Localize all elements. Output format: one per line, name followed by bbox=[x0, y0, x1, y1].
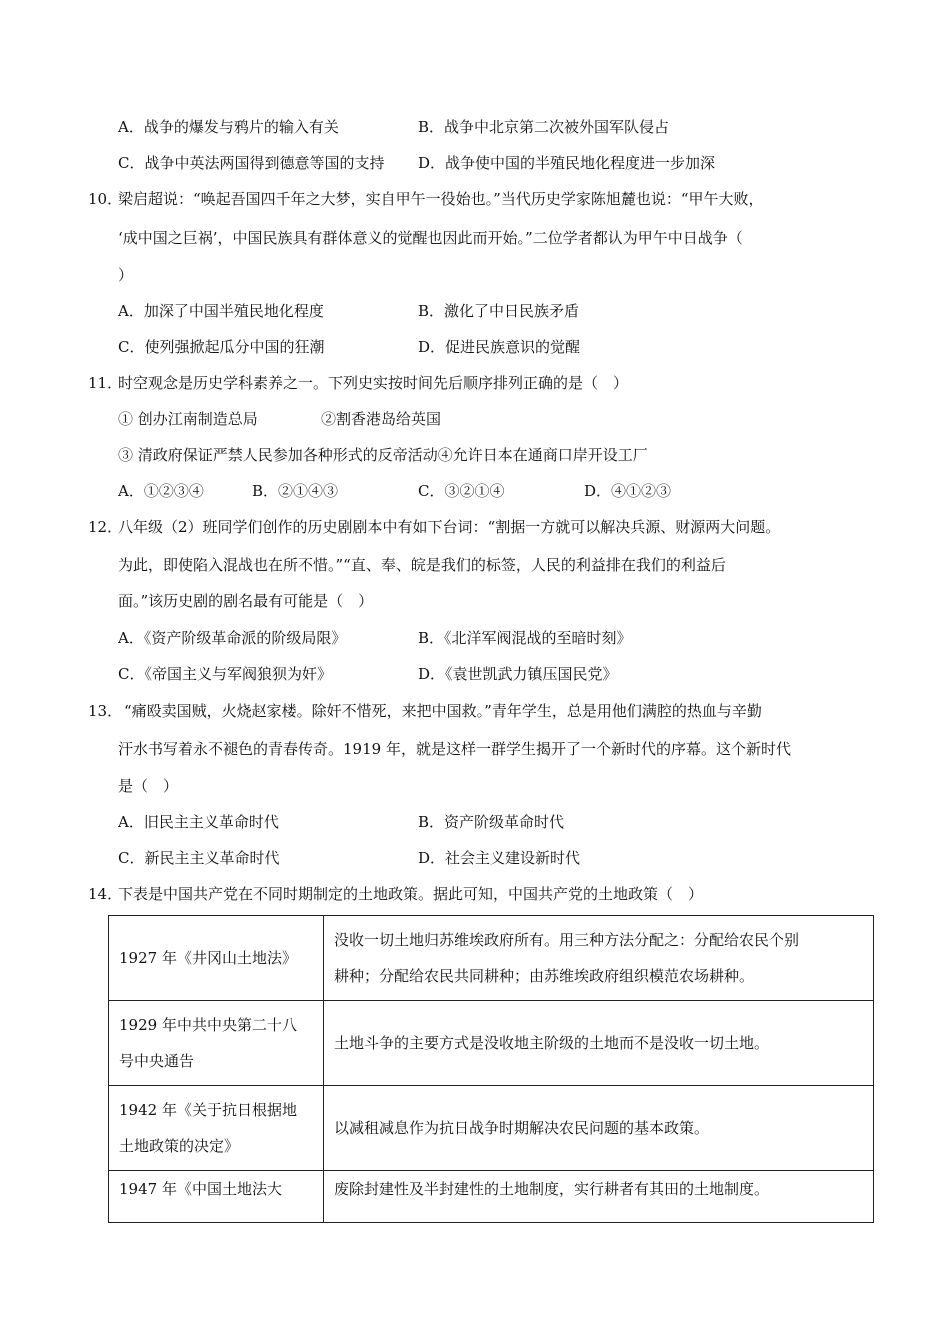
table-row bbox=[109, 1171, 874, 1223]
q10-option-c: C．使列强掀起瓜分中国的狂潮 bbox=[118, 338, 325, 356]
q11-number: 11． bbox=[88, 374, 123, 392]
q10-stem-line: 梁启超说：“唤起吾国四千年之大梦，实自甲午一役始也。”当代历史学家陈旭麓也说：“甲午大败， bbox=[118, 190, 764, 208]
q13-option-c: C．新民主主义革命时代 bbox=[118, 849, 280, 867]
q14-stem: 下表是中国共产党在不同时期制定的土地政策。据此可知，中国共产党的土地政策（ ） bbox=[118, 885, 704, 903]
q12-number: 12． bbox=[88, 518, 123, 536]
q9-option-a: A．战争的爆发与鸦片的输入有关 bbox=[118, 118, 339, 136]
q12-stem-line: 为此，即使陷入混战也在所不惜。”“直、奉、皖是我们的标签，人民的利益排在我们的利益后 bbox=[118, 556, 726, 574]
table-row bbox=[109, 1086, 874, 1171]
q13-stem-line: 汗水书写着永不褪色的青春传奇。1919 年，就是这样一群学生揭开了一个新时代的序幕。这个新时代 bbox=[118, 740, 791, 758]
q9-option-b: B．战争中北京第二次被外国军队侵占 bbox=[418, 118, 670, 136]
q13-number: 13． bbox=[88, 702, 123, 720]
table-cell-policy: 没收一切土地归苏维埃政府所有。用三种方法分配之：分配给农民个别 耕种；分配给农民共同耕种；由苏维埃政府组织模范农场耕种。 bbox=[324, 916, 874, 1001]
q11-option-d: D．④①②③ bbox=[584, 482, 672, 500]
q11-items-3-4: ③ 清政府保证严禁人民参加各种形式的反帝活动④允许日本在通商口岸开设工厂 bbox=[118, 446, 648, 464]
q10-stem-line: ） bbox=[118, 266, 134, 284]
q13-option-a: A．旧民主主义革命时代 bbox=[118, 813, 279, 831]
q9-option-d: D．战争使中国的半殖民地化程度进一步加深 bbox=[418, 154, 716, 172]
q10-option-d: D．促进民族意识的觉醒 bbox=[418, 338, 581, 356]
q11-item-1: ① 创办江南制造总局 bbox=[118, 410, 258, 428]
q10-stem-line: ‘成中国之巨祸’，中国民族具有群体意义的觉醒也因此而开始。”二位学者都认为甲午中日战争（ bbox=[118, 229, 743, 247]
q10-option-b: B．激化了中日民族矛盾 bbox=[418, 302, 580, 320]
table-row bbox=[109, 1001, 874, 1086]
q11-stem: 时空观念是历史学科素养之一。下列史实按时间先后顺序排列正确的是（ ） bbox=[118, 374, 629, 392]
q12-option-c: C．《帝国主义与军阀狼狈为奸》 bbox=[118, 665, 332, 683]
q11-option-c: C．③②①④ bbox=[418, 482, 505, 500]
q12-option-d: D．《袁世凯武力镇压国民党》 bbox=[418, 665, 618, 683]
table-cell-document: 1947 年《中国土地法大 bbox=[109, 1171, 324, 1223]
q13-option-d: D．社会主义建设新时代 bbox=[418, 849, 581, 867]
q11-option-a: A．①②③④ bbox=[118, 482, 204, 500]
q12-option-b: B．《北洋军阀混战的至暗时刻》 bbox=[418, 629, 632, 647]
q13-stem-line: 是（ ） bbox=[118, 777, 179, 795]
table-row bbox=[109, 916, 874, 1001]
q9-option-c: C．战争中英法两国得到德意等国的支持 bbox=[118, 154, 385, 172]
q10-option-a: A．加深了中国半殖民地化程度 bbox=[118, 302, 324, 320]
table-cell-policy: 以减租减息作为抗日战争时期解决农民问题的基本政策。 bbox=[324, 1086, 874, 1171]
q11-item-2: ②割香港岛给英国 bbox=[321, 410, 442, 428]
table-cell-document: 1927 年《井冈山土地法》 bbox=[109, 916, 324, 1001]
table-cell-document: 1929 年中共中央第二十八 号中央通告 bbox=[109, 1001, 324, 1086]
land-policy-table bbox=[108, 915, 874, 1223]
q13-stem-line: “痛殴卖国贼，火烧赵家楼。除奸不惜死，来把中国救。”青年学生，总是用他们满腔的热血与辛勤 bbox=[124, 702, 762, 720]
q12-option-a: A．《资产阶级革命派的阶级局限》 bbox=[118, 629, 347, 647]
q11-option-b: B．②①④③ bbox=[252, 482, 339, 500]
table-cell-policy: 土地斗争的主要方式是没收地主阶级的土地而不是没收一切土地。 bbox=[324, 1001, 874, 1086]
q13-option-b: B．资产阶级革命时代 bbox=[418, 813, 565, 831]
q12-stem-line: 面。”该历史剧的剧名最有可能是（ ） bbox=[118, 592, 374, 610]
q12-stem-line: 八年级（2）班同学们创作的历史剧剧本中有如下台词：“割据一方就可以解决兵源、财源两大问题。 bbox=[118, 518, 781, 536]
table-cell-document: 1942 年《关于抗日根据地 土地政策的决定》 bbox=[109, 1086, 324, 1171]
table-cell-policy: 废除封建性及半封建性的土地制度，实行耕者有其田的土地制度。 bbox=[324, 1171, 874, 1223]
q14-number: 14． bbox=[88, 885, 123, 903]
q10-number: 10． bbox=[88, 190, 123, 208]
